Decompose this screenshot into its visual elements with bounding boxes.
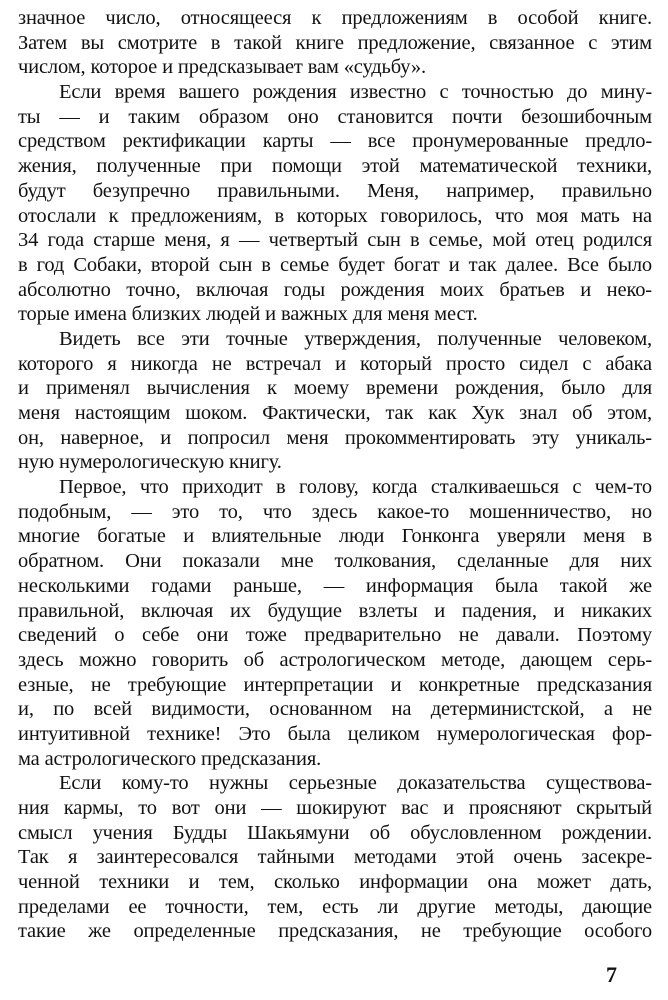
text-line: обратном. Они показали мне толкования, сделанные для них (18, 550, 652, 573)
text-line: подобным, — это то, что здесь какое-то мошенничество, но (18, 500, 652, 523)
text-line: торые имена близких людей и важных для меня мест. (18, 303, 478, 326)
text-line: в год Собаки, второй сын в семье будет богат и так далее. Все было (18, 253, 652, 276)
text-line: значное число, относящееся к предложениям в особой книге. (18, 7, 652, 29)
text-line: меня настоящим шоком. Фактически, так как Хук знал об этом, (18, 402, 652, 424)
text-line: здесь можно говорить об астрологическом методе, дающем серь- (18, 648, 652, 671)
text-line: и, по всей видимости, основанном на детерминистской, а не (18, 698, 652, 721)
text-line: Видеть все эти точные утверждения, полученные человеком, (59, 327, 652, 350)
paragraph (18, 6, 652, 80)
text-line: смысл учения Будды Шакьямуни об обусловленном рождении. (18, 821, 652, 844)
text-line: будут безупречно правильными. Меня, например, правильно (18, 179, 652, 202)
text-line: Затем вы смотрите в такой книге предложение, связанное с этим (18, 31, 652, 54)
text-line: и применял вычисления к моему времени рождения, было для (18, 377, 652, 400)
text-line: он, наверное, и попросил меня прокомментировать эту уникаль- (18, 426, 652, 449)
text-line: ма астрологического предсказания. (18, 747, 322, 770)
text-line: Если кому-то нужны серьезные доказательства существова- (59, 772, 652, 795)
text-line: жения, полученные при помощи этой математической техники, (18, 155, 652, 178)
text-line: несколькими годами раньше, — информация была такой же (18, 574, 652, 597)
text-line: 34 года старше меня, я — четвертый сын в семье, мой отец родился (18, 229, 652, 252)
paragraph (18, 80, 652, 327)
text-line: правильной, включая их будущие взлеты и падения, и никаких (18, 599, 652, 622)
text-line: ную нумерологическую книгу. (18, 451, 282, 474)
text-line: ния кармы, то вот они — шокируют вас и проясняют скрытый (18, 797, 652, 819)
page-body (18, 6, 652, 944)
text-line: многие богатые и влиятельные люди Гонконга уверяли меня в (18, 525, 652, 548)
text-line: ты — и таким образом оно становится почти безошибочным (18, 105, 652, 128)
text-line: ченной техники и тем, сколько информации она может дать, (18, 871, 652, 894)
paragraph (18, 771, 652, 944)
text-line: отослали к предложениям, в которых говорилось, что моя мать на (18, 204, 652, 227)
text-line: интуитивной технике! Это была целиком нумерологическая фор- (18, 722, 652, 745)
text-line: числом, которое и предсказывает вам «судьбу». (18, 56, 426, 79)
text-line: которого я никогда не встречал и который просто сидел с абака (18, 352, 652, 375)
text-line: Первое, что приходит в голову, когда сталкиваешься с чем-то (59, 476, 652, 499)
text-line: такие же определенные предсказания, не требующие особого (18, 920, 652, 943)
paragraph (18, 327, 652, 475)
text-line: абсолютно точно, включая годы рождения моих братьев и неко- (18, 278, 652, 301)
text-line: сведений о себе они тоже предварительно не давали. Поэтому (18, 624, 652, 647)
text-line: пределами ее точности, тем, есть ли другие методы, дающие (18, 895, 652, 918)
paragraph (18, 475, 652, 771)
text-line: средством ректификации карты — все пронумерованные предло- (18, 130, 652, 153)
page-number: 7 (606, 962, 617, 987)
text-line: езные, не требующие интерпретации и конкретные предсказания (18, 673, 652, 696)
text-line: Так я заинтересовался тайными методами этой очень засекре- (18, 846, 652, 869)
text-line: Если время вашего рождения известно с точностью до мину- (59, 81, 652, 104)
